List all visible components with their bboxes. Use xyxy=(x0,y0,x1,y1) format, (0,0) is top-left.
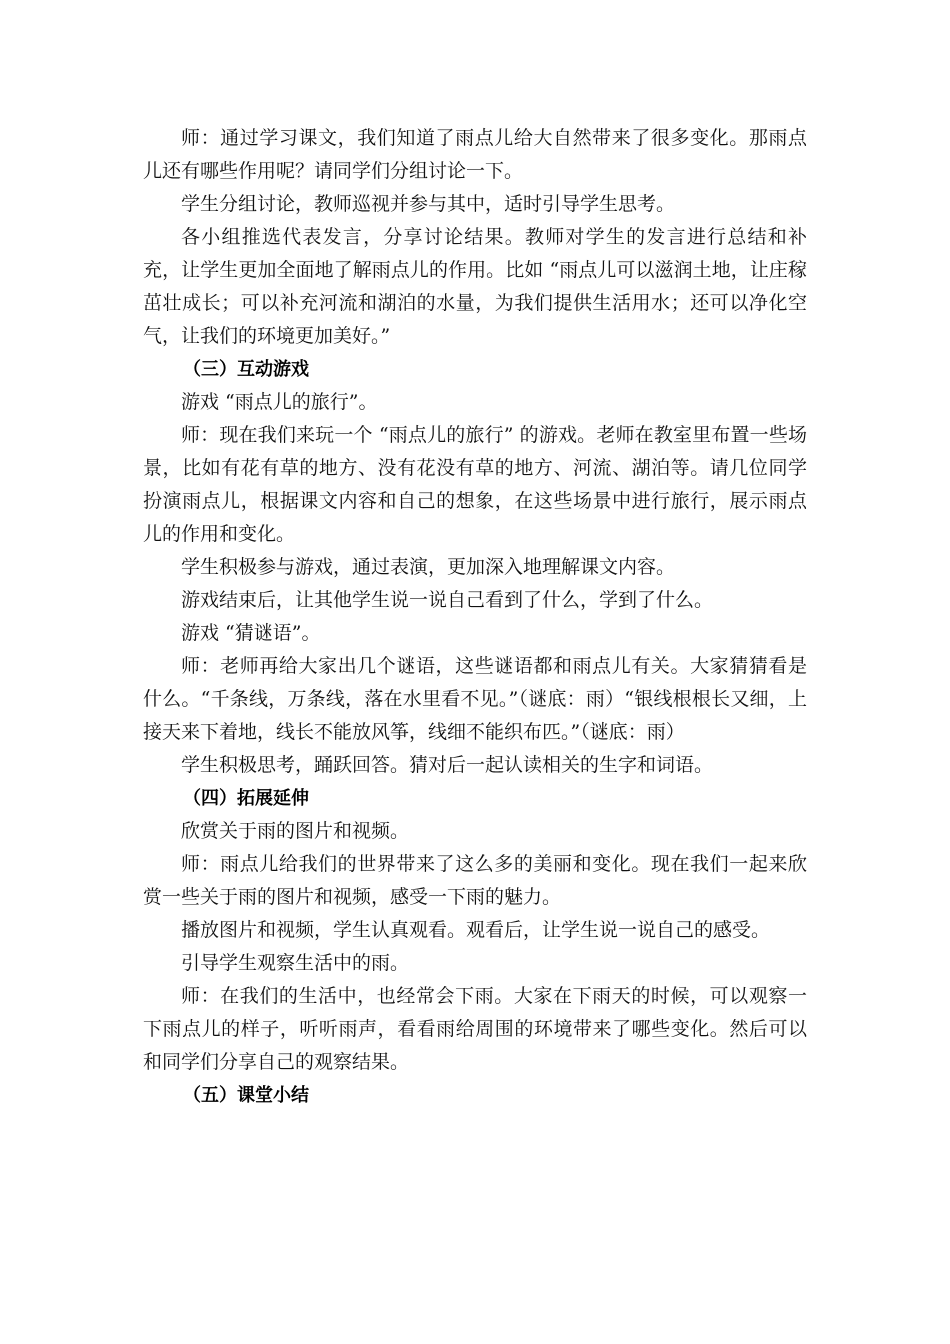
paragraph-group-discussion: 学生分组讨论，教师巡视并参与其中，适时引导学生思考。 xyxy=(181,193,676,215)
paragraph-discussion-intro: 师：通过学习课文，我们知道了雨点儿给大自然带来了很多变化。那雨点儿还有哪些作用呢？请同学们分组讨论一下。 xyxy=(143,127,807,182)
paragraph-media-intro: 师：雨点儿给我们的世界带来了这么多的美丽和变化。现在我们一起来欣赏一些关于雨的图片和视频，感受一下雨的魅力。 xyxy=(143,853,807,908)
paragraph-media-viewing: 播放图片和视频，学生认真观看。观看后，让学生说一说自己的感受。 xyxy=(181,919,771,941)
paragraph-game-participation: 学生积极参与游戏，通过表演，更加深入地理解课文内容。 xyxy=(181,556,676,578)
section-heading-summary: （五）课堂小结 xyxy=(183,1085,309,1106)
paragraph-observe-rain: 引导学生观察生活中的雨。 xyxy=(181,952,410,974)
section-heading-interactive-game: （三）互动游戏 xyxy=(183,359,309,380)
document-body xyxy=(143,122,807,1112)
paragraph-discussion-summary: 各小组推选代表发言，分享讨论结果。教师对学生的发言进行总结和补充，让学生更加全面地了解雨点儿的作用。比如 “雨点儿可以滋润土地，让庄稼茁壮成长；可以补充河流和湖泊的水量，为我们提供生活用水；还可以净化空气，让我们的环境更加美好。” xyxy=(143,226,807,347)
paragraph-game-title-riddles: 游戏 “猜谜语”。 xyxy=(181,622,321,644)
paragraph-game-reflection: 游戏结束后，让其他学生说一说自己看到了什么，学到了什么。 xyxy=(181,589,714,611)
paragraph-riddle-answers: 学生积极思考，踊跃回答。猜对后一起认读相关的生字和词语。 xyxy=(181,754,714,776)
paragraph-game-title-travel: 游戏 “雨点儿的旅行”。 xyxy=(181,391,378,413)
paragraph-game-travel-instructions: 师：现在我们来玩一个 “雨点儿的旅行” 的游戏。老师在教室里布置一些场景，比如有花有草的地方、没有花没有草的地方、河流、湖泊等。请几位同学扮演雨点儿，根据课文内容和自己的想象，在这些场景中进行旅行，展示雨点儿的作用和变化。 xyxy=(143,424,807,545)
paragraph-riddles: 师：老师再给大家出几个谜语，这些谜语都和雨点儿有关。大家猜猜看是什么。“千条线，万条线，落在水里看不见。”（谜底：雨）“银线根根长又细，上接天来下着地，线长不能放风筝，线细不能织布匹。”（谜底：雨） xyxy=(143,655,807,743)
paragraph-observe-instructions: 师：在我们的生活中，也经常会下雨。大家在下雨天的时候，可以观察一下雨点儿的样子，听听雨声，看看雨给周围的环境带来了哪些变化。然后可以和同学们分享自己的观察结果。 xyxy=(143,985,807,1073)
paragraph-appreciate-media: 欣赏关于雨的图片和视频。 xyxy=(181,820,410,842)
section-heading-extension: （四）拓展延伸 xyxy=(183,788,309,809)
